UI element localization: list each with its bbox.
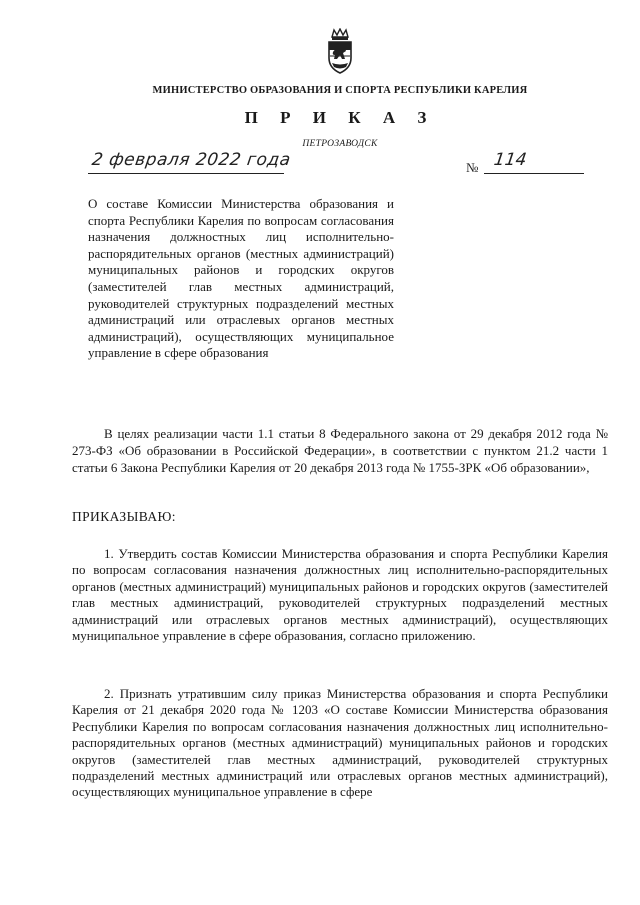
date-underline [88,173,284,174]
order-number-label: № [466,160,479,175]
order-number: 114 [492,150,528,170]
document-type-title: П Р И К А З [244,108,436,127]
order-directive: ПРИКАЗЫВАЮ: [72,509,176,524]
number-underline [484,173,584,174]
order-subject: О составе Комиссии Министерства образования и спорта Республики Карелия по вопросам согласования назначения должностных лиц исполнительно-распорядительных органов (местных администраций) муниципальных районов и городских округов (заместителей глав местных администраций, руководителей структурных подразделений местных администраций или отраслевых органов местных администраций), осуществляющих муниципальное управление в сфере образования [88,196,394,361]
order-item-2 [72,686,608,801]
ministry-name: МИНИСТЕРСТВО ОБРАЗОВАНИЯ И СПОРТА РЕСПУБЛИКИ КАРЕЛИЯ [152,85,528,96]
city-name: ПЕТРОЗАВОДСК [302,139,378,149]
order-item-text: 2. Признать утратившим силу приказ Министерства образования и спорта Республики Карелия от 21 декабря 2020 года № 1203 «О составе Комиссии Министерства образования Республики Карелия по вопросам согласования назначения должностных лиц исполнительно-распорядительных органов (местных администраций) муниципальных районов и городских округов (заместителей глав местных администраций, руководителей структурных подразделений местных администраций или отраслевых органов местных администраций), осуществляющих муниципальное управление в сфере [72,686,608,800]
karelia-coat-of-arms-icon [326,28,354,74]
order-item-text: 1. Утвердить состав Комиссии Министерства образования и спорта Республики Карелия по вопросам согласования назначения должностных лиц исполнительно-распорядительных органов (местных администраций) муниципальных районов и городских округов (заместителей глав местных администраций, руководителей структурных подразделений местных администраций или отраслевых органов местных администраций), осуществляющих муниципальное управление в сфере образования, согласно приложению. [72,546,608,644]
order-date: 2 февраля 2022 года [90,150,293,170]
order-item-1 [72,546,608,644]
preamble-paragraph: В целях реализации части 1.1 статьи 8 Федерального закона от 29 декабря 2012 года № 273-ФЗ «Об образовании в Российской Федерации», в соответствии с пунктом 21.2 части 1 статьи 6 Закона Республики Карелия от 20 декабря 2013 года № 1755-ЗРК «Об образовании», [72,426,608,476]
